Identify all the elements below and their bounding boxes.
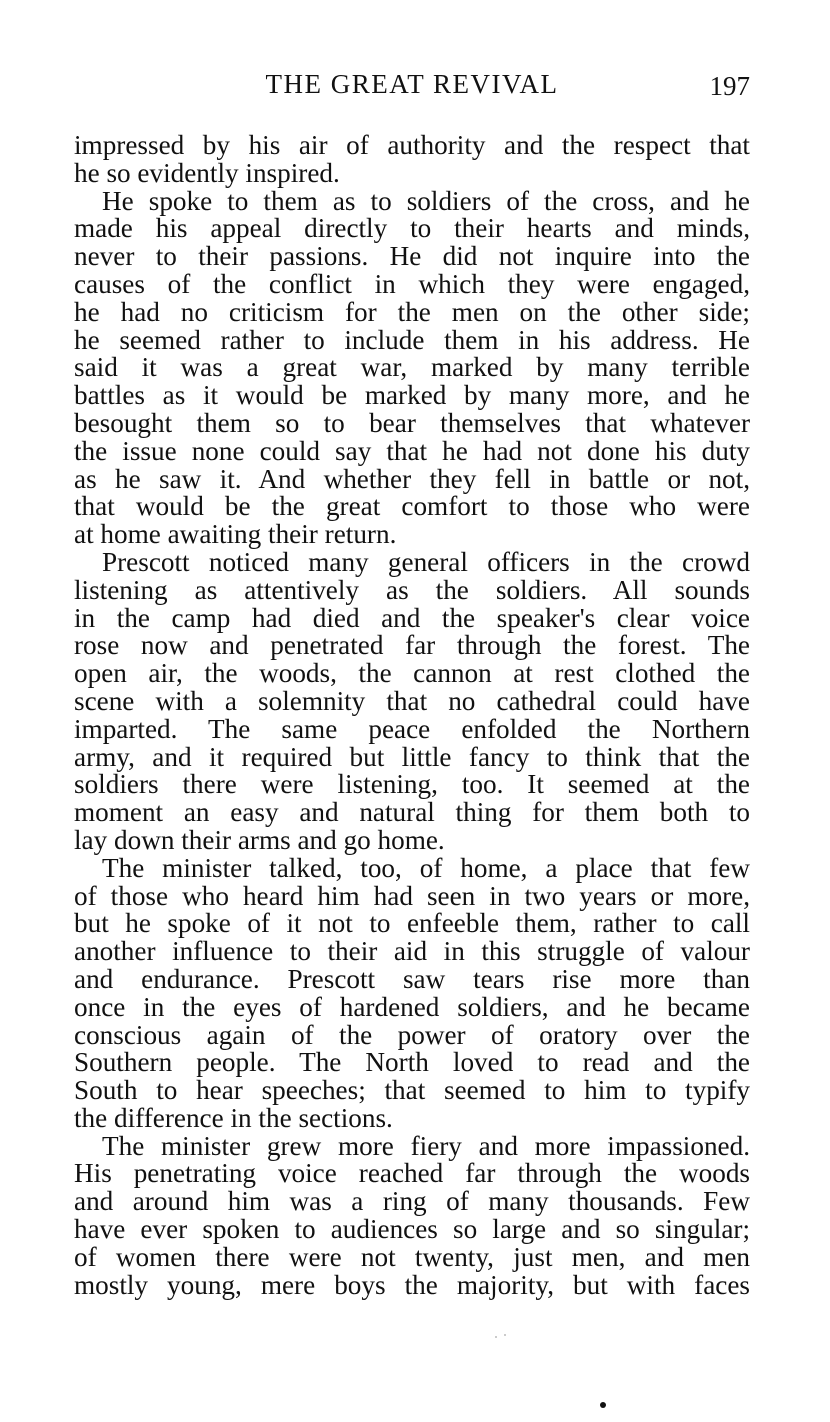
text-line: imparted. The same peace enfolded the Northern bbox=[74, 713, 750, 744]
running-head bbox=[74, 66, 750, 102]
text-line: conscious again of the power of oratory over the bbox=[74, 1019, 750, 1050]
running-title: THE GREAT REVIVAL bbox=[265, 69, 559, 99]
text-line: of those who heard him had seen in two years or more, bbox=[74, 880, 750, 911]
text-line: South to hear speeches; that seemed to him to typify bbox=[74, 1075, 750, 1106]
text-line: soldiers there were listening, too. It seemed at the bbox=[74, 769, 750, 800]
text-line: in the camp had died and the speaker's clear voice bbox=[74, 602, 750, 633]
text-line: and endurance. Prescott saw tears rise more than bbox=[74, 963, 750, 994]
text-line: have ever spoken to audiences so large and so singular; bbox=[74, 1214, 750, 1245]
text-line: moment an easy and natural thing for them both to bbox=[74, 797, 750, 828]
text-line: impressed by his air of authority and the respect that bbox=[74, 130, 750, 160]
text-line: at home awaiting their return. bbox=[74, 519, 397, 550]
text-line: he so evidently inspired. bbox=[74, 157, 340, 188]
paragraph bbox=[74, 185, 750, 550]
text-line: never to their passions. He did not inquire into the bbox=[74, 241, 750, 272]
text-line: battles as it would be marked by many more, and he bbox=[74, 380, 750, 411]
text-line: and around him was a ring of many thousands. Few bbox=[74, 1186, 750, 1217]
text-line: lay down their arms and go home. bbox=[74, 824, 445, 855]
text-line: open air, the woods, the cannon at rest clothed the bbox=[74, 658, 750, 689]
text-line: another influence to their aid in this struggle of valour bbox=[74, 936, 750, 967]
body-text bbox=[74, 132, 750, 1299]
text-line: Prescott noticed many general officers in the crowd bbox=[102, 546, 750, 577]
text-line: mostly young, mere boys the majority, but with faces bbox=[74, 1269, 750, 1300]
text-line: he seemed rather to include them in his address. He bbox=[74, 324, 750, 355]
text-line: he had no criticism for the men on the other side; bbox=[74, 296, 750, 327]
text-line: Southern people. The North loved to read and the bbox=[74, 1047, 750, 1078]
text-line: His penetrating voice reached far through the woods bbox=[74, 1158, 750, 1189]
text-line: He spoke to them as to soldiers of the cross, and he bbox=[102, 185, 750, 216]
text-line: besought them so to bear themselves that whatever bbox=[74, 407, 750, 438]
text-line: as he saw it. And whether they fell in battle or not, bbox=[74, 463, 750, 494]
text-line: The minister grew more fiery and more impassioned. bbox=[102, 1130, 750, 1161]
paragraph bbox=[74, 852, 750, 1133]
text-line: causes of the conflict in which they were engaged, bbox=[74, 268, 750, 299]
text-line: the issue none could say that he had not done his duty bbox=[74, 435, 750, 466]
paragraph bbox=[74, 132, 750, 188]
print-speck bbox=[495, 1336, 497, 1338]
text-line: rose now and penetrated far through the forest. The bbox=[74, 630, 750, 661]
text-line: that would be the great comfort to those who were bbox=[74, 491, 750, 522]
text-line: The minister talked, too, of home, a place that few bbox=[102, 852, 750, 883]
paragraph bbox=[74, 546, 750, 855]
text-line: of women there were not twenty, just men, and men bbox=[74, 1241, 750, 1272]
print-speck bbox=[504, 1334, 506, 1336]
text-line: but he spoke of it not to enfeeble them, rather to call bbox=[74, 908, 750, 939]
text-line: army, and it required but little fancy to think that the bbox=[74, 741, 750, 772]
text-line: once in the eyes of hardened soldiers, and he became bbox=[74, 991, 750, 1022]
page-number: 197 bbox=[709, 71, 750, 101]
text-line: said it was a great war, marked by many terrible bbox=[74, 352, 750, 383]
print-speck bbox=[600, 1402, 606, 1408]
text-line: scene with a solemnity that no cathedral could have bbox=[74, 685, 750, 716]
paragraph bbox=[74, 1130, 750, 1300]
text-line: made his appeal directly to their hearts and minds, bbox=[74, 213, 750, 244]
text-line: listening as attentively as the soldiers. All sounds bbox=[74, 574, 750, 605]
text-line: the difference in the sections. bbox=[74, 1102, 393, 1133]
